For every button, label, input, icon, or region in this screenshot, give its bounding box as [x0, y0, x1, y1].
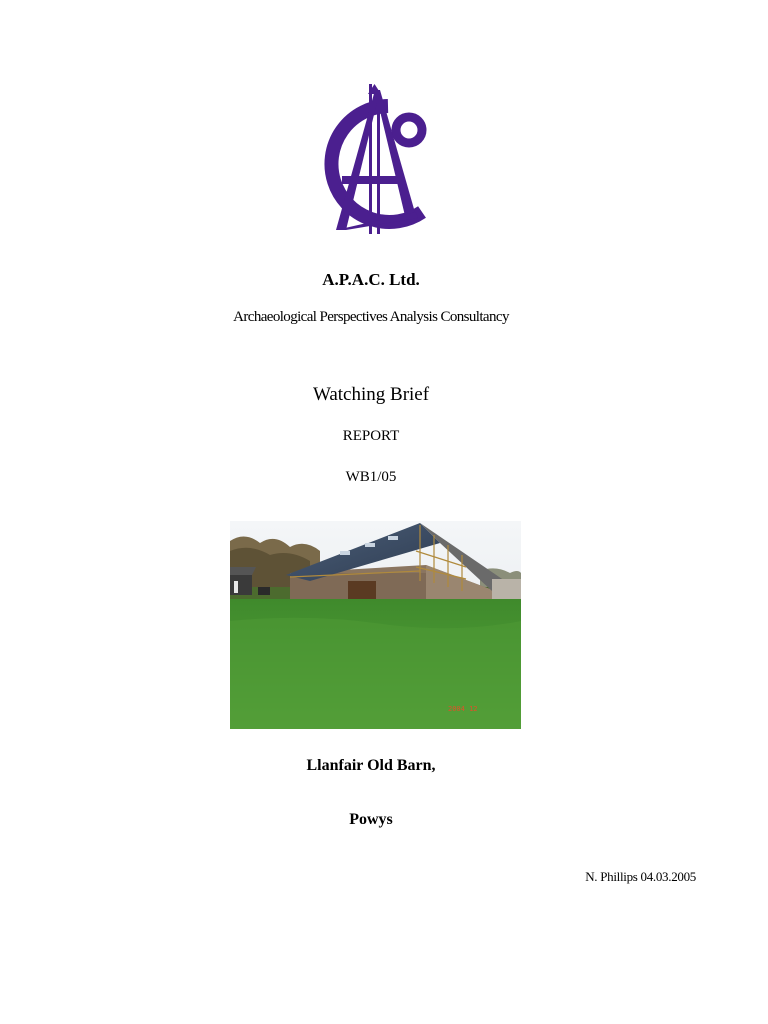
site-county: Powys [349, 811, 393, 828]
svg-text:2004 12: 2004 12 [448, 705, 478, 713]
barn-photo-icon [230, 521, 521, 729]
document-subtype: REPORT [342, 428, 400, 444]
site-name: Llanfair Old Barn, [306, 757, 436, 774]
document-type: Watching Brief [312, 384, 430, 405]
document-reference: WB1/05 [345, 469, 397, 485]
apac-logo-icon [296, 84, 440, 236]
company-full-name: Archaeological Perspectives Analysis Consultancy [233, 309, 509, 325]
company-name: A.P.A.C. Ltd. [322, 270, 420, 289]
author-date: N. Phillips 04.03.2005 [585, 869, 696, 884]
